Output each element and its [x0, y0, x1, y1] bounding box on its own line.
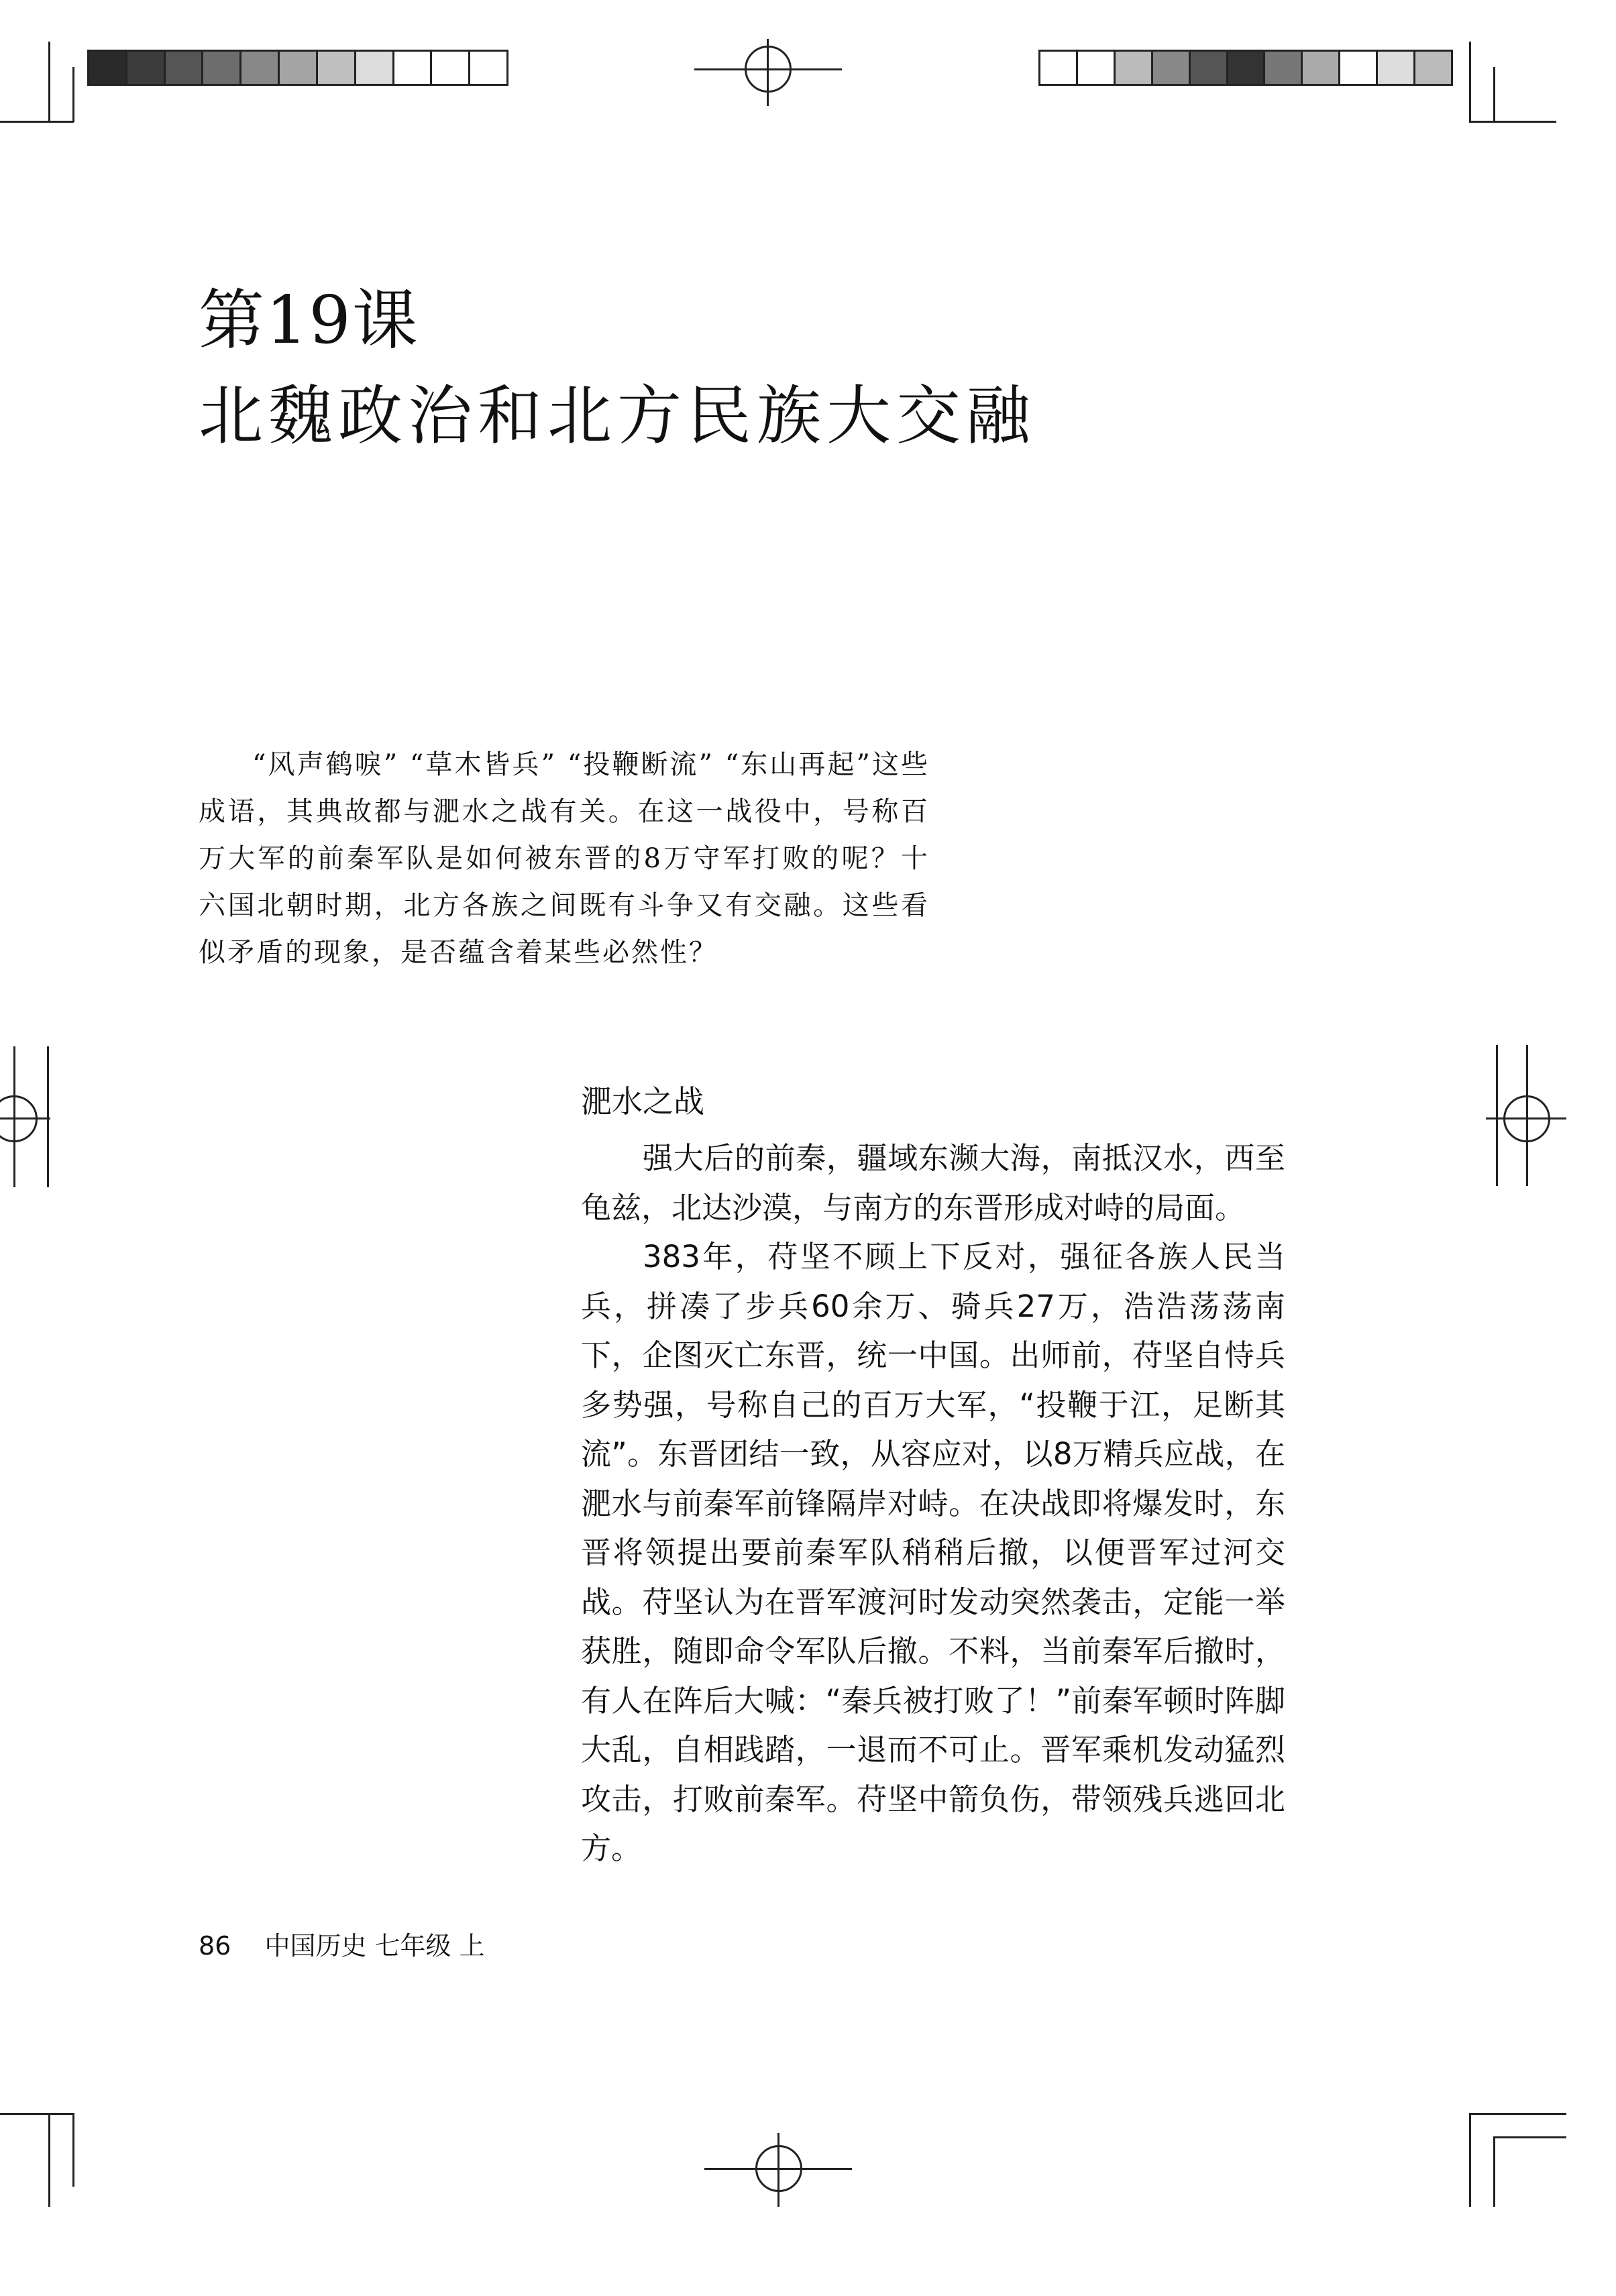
registration-crosshair-top	[745, 46, 792, 93]
lesson-title: 北魏政治和北方民族大交融	[199, 378, 1036, 453]
page-number: 86	[199, 1931, 231, 1961]
registration-crosshair-bottom	[755, 2145, 802, 2192]
lesson-number: 第19课	[199, 282, 419, 359]
book-title: 中国历史 七年级 上	[264, 1931, 485, 1961]
body-paragraph-2: 383年，苻坚不顾上下反对，强征各族人民当兵，拼凑了步兵60余万、骑兵27万，浩浩荡荡南下，企图灭亡东晋，统一中国。出师前，苻坚自恃兵多势强，号称自己的百万大军，“投鞭于江，足断其流”。东晋团结一致，从容应对，以8万精兵应战，在淝水与前秦军前锋隔岸对峙。在决战即将爆发时，东晋将领提出要前秦军队稍稍后撤，以便晋军过河交战。苻坚认为在晋军渡河时发动突然袭击，定能一举获胜，随即命令军队后撤。不料，当前秦军后撤时，有人在阵后大喊：“秦兵被打败了！”前秦军顿时阵脚大乱，自相践踏，一退而不可止。晋军乘机发动猛烈攻击，打败前秦军。苻坚中箭负伤，带领残兵逃回北方。	[581, 1239, 1285, 1866]
page-footer	[199, 1929, 485, 1963]
registration-crosshair-left	[0, 1095, 38, 1142]
registration-colorbar-right	[1038, 50, 1453, 86]
section-title: 淝水之战	[581, 1083, 704, 1119]
section-body	[581, 1134, 1285, 1873]
registration-colorbar-left	[87, 50, 508, 86]
intro-paragraph: “风声鹤唳” “草木皆兵” “投鞭断流” “东山再起”这些成语，其典故都与淝水之战有关。在这一战役中，号称百万大军的前秦军队是如何被东晋的8万守军打败的呢？十六国北朝时期，北方各族之间既有斗争又有交融。这些看似矛盾的现象，是否蕴含着某些必然性？	[199, 749, 930, 968]
body-paragraph-1: 强大后的前秦，疆域东濒大海，南抵汉水，西至龟兹，北达沙漠，与南方的东晋形成对峙的局面。	[581, 1140, 1285, 1225]
registration-crosshair-right	[1503, 1095, 1550, 1142]
